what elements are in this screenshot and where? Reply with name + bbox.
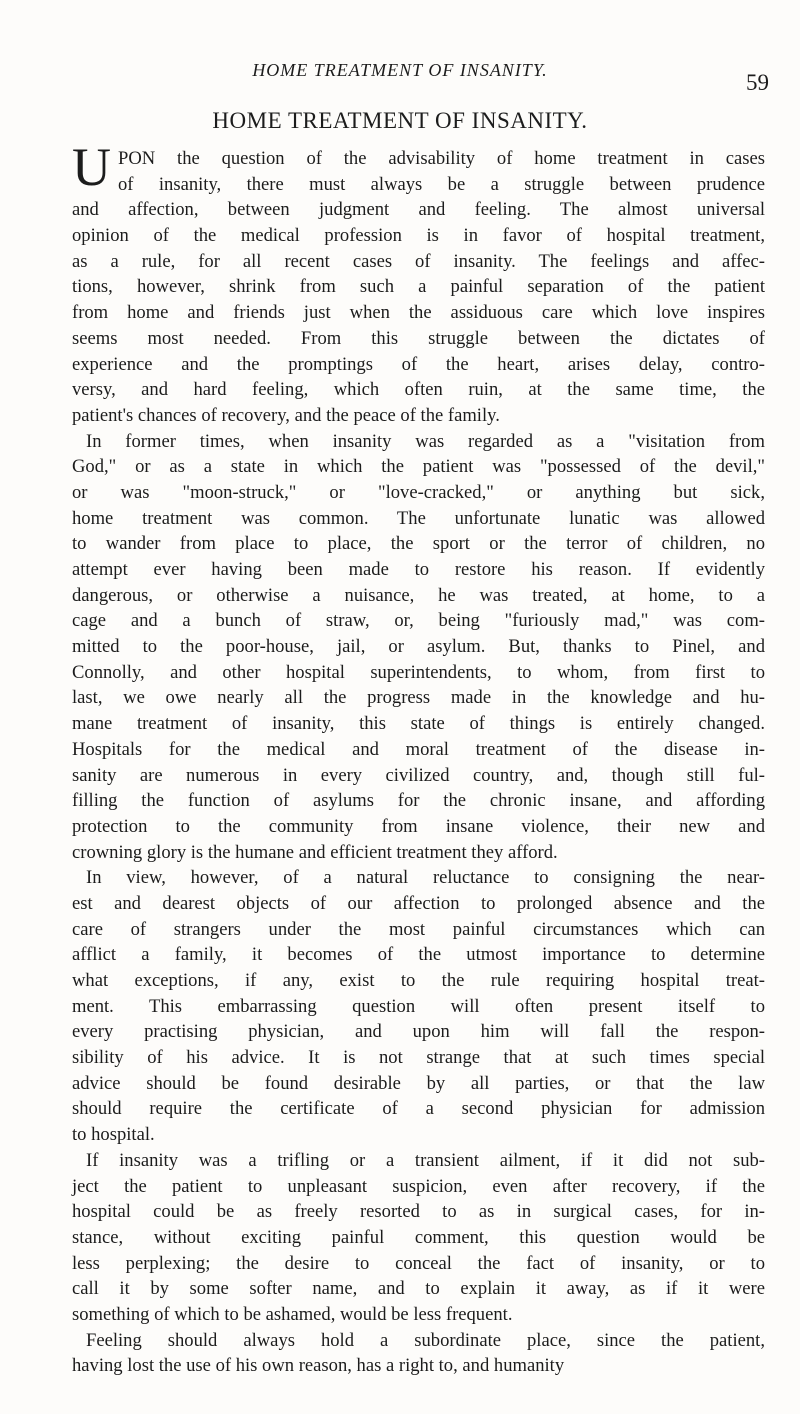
text-line: est and dearest objects of our affection to prolonged absence and the (72, 892, 765, 914)
text-line: as a rule, for all recent cases of insanity. The feelings and affec- (72, 250, 765, 272)
text-line: should require the certificate of a second physician for admission (72, 1098, 765, 1120)
text-line: Hospitals for the medical and moral treatment of the disease in- (72, 738, 765, 760)
text-line: hospital could be as freely resorted to as in surgical cases, for in- (72, 1201, 765, 1223)
text-line: afflict a family, it becomes of the utmost importance to determine (72, 944, 765, 966)
text-line: experience and the promptings of the heart, arises delay, contro- (72, 353, 765, 375)
text-line: patient's chances of recovery, and the peace of the family. (72, 404, 500, 426)
text-line: tions, however, shrink from such a painful separation of the patient (72, 276, 765, 298)
text-line: or was "moon-struck," or "love-cracked," or anything but sick, (72, 481, 765, 503)
text-line: filling the function of asylums for the chronic insane, and affording (72, 790, 765, 812)
text-line: to wander from place to place, the sport or the terror of children, no (72, 533, 765, 555)
text-line: In former times, when insanity was regarded as a "visitation from (86, 430, 765, 452)
text-line: something of which to be ashamed, would be less frequent. (72, 1303, 513, 1325)
paragraph (72, 137, 765, 429)
chapter-title: HOME TREATMENT OF INSANITY. (212, 108, 588, 133)
text-line: care of strangers under the most painful circumstances which can (72, 918, 765, 940)
paragraph (72, 1148, 765, 1328)
text-line: and affection, between judgment and feeling. The almost universal (72, 199, 765, 221)
body-text (72, 137, 765, 1379)
text-line: less perplexing; the desire to conceal the fact of insanity, or to (72, 1252, 765, 1274)
text-line: attempt ever having been made to restore his reason. If evidently (72, 559, 765, 580)
text-line: call it by some softer name, and to explain it away, as if it were (72, 1278, 765, 1300)
text-line: last, we owe nearly all the progress made in the knowledge and hu- (72, 687, 765, 709)
text-line: versy, and hard feeling, which often ruin, at the same time, the (72, 379, 765, 401)
text-line: protection to the community from insane violence, their new and (72, 815, 765, 837)
text-line: dangerous, or otherwise a nuisance, he was treated, at home, to a (72, 584, 765, 606)
text-line: opinion of the medical profession is in favor of hospital treatment, (72, 225, 765, 247)
text-line: Feeling should always hold a subordinate place, since the patient, (86, 1329, 765, 1351)
text-line: having lost the use of his own reason, has a right to, and humanity (72, 1355, 565, 1377)
text-line: mitted to the poor-house, jail, or asylum. But, thanks to Pinel, and (72, 636, 765, 658)
drop-cap: U (72, 137, 111, 197)
text-line: PON the question of the advisability of home treatment in cases (118, 148, 765, 169)
paragraph (72, 429, 765, 866)
text-line: In view, however, of a natural reluctance to consigning the near- (86, 867, 765, 889)
paragraph (72, 1328, 765, 1379)
running-head: HOME TREATMENT OF INSANITY. (252, 60, 548, 80)
text-line: God," or as a state in which the patient was "possessed of the devil," (72, 456, 765, 478)
text-line: mane treatment of insanity, this state of things is entirely changed. (72, 713, 765, 735)
text-line: sanity are numerous in every civilized country, and, though still ful- (72, 764, 765, 786)
text-line: stance, without exciting painful comment, this question would be (72, 1226, 765, 1248)
text-line: advice should be found desirable by all parties, or that the law (72, 1072, 765, 1094)
text-line: Connolly, and other hospital superintendents, to whom, from first to (72, 661, 765, 683)
text-line: of insanity, there must always be a struggle between prudence (118, 173, 765, 195)
text-line: ment. This embarrassing question will often present itself to (72, 995, 765, 1017)
text-line: sibility of his advice. It is not strange that at such times special (72, 1047, 765, 1069)
text-line: crowning glory is the humane and efficient treatment they afford. (72, 841, 558, 863)
text-line: If insanity was a trifling or a transient ailment, if it did not sub- (86, 1149, 765, 1171)
text-line: every practising physician, and upon him will fall the respon- (72, 1021, 765, 1043)
text-line: cage and a bunch of straw, or, being "furiously mad," was com- (72, 610, 765, 632)
paragraph (72, 865, 765, 1148)
text-line: home treatment was common. The unfortunate lunatic was allowed (72, 507, 765, 529)
text-line: from home and friends just when the assiduous care which love inspires (72, 302, 765, 324)
text-line: seems most needed. From this struggle between the dictates of (72, 327, 765, 349)
page-number: 59 (746, 70, 769, 95)
text-line: ject the patient to unpleasant suspicion, even after recovery, if the (72, 1175, 765, 1197)
text-line: what exceptions, if any, exist to the rule requiring hospital treat- (72, 970, 765, 991)
text-line: to hospital. (72, 1124, 155, 1146)
